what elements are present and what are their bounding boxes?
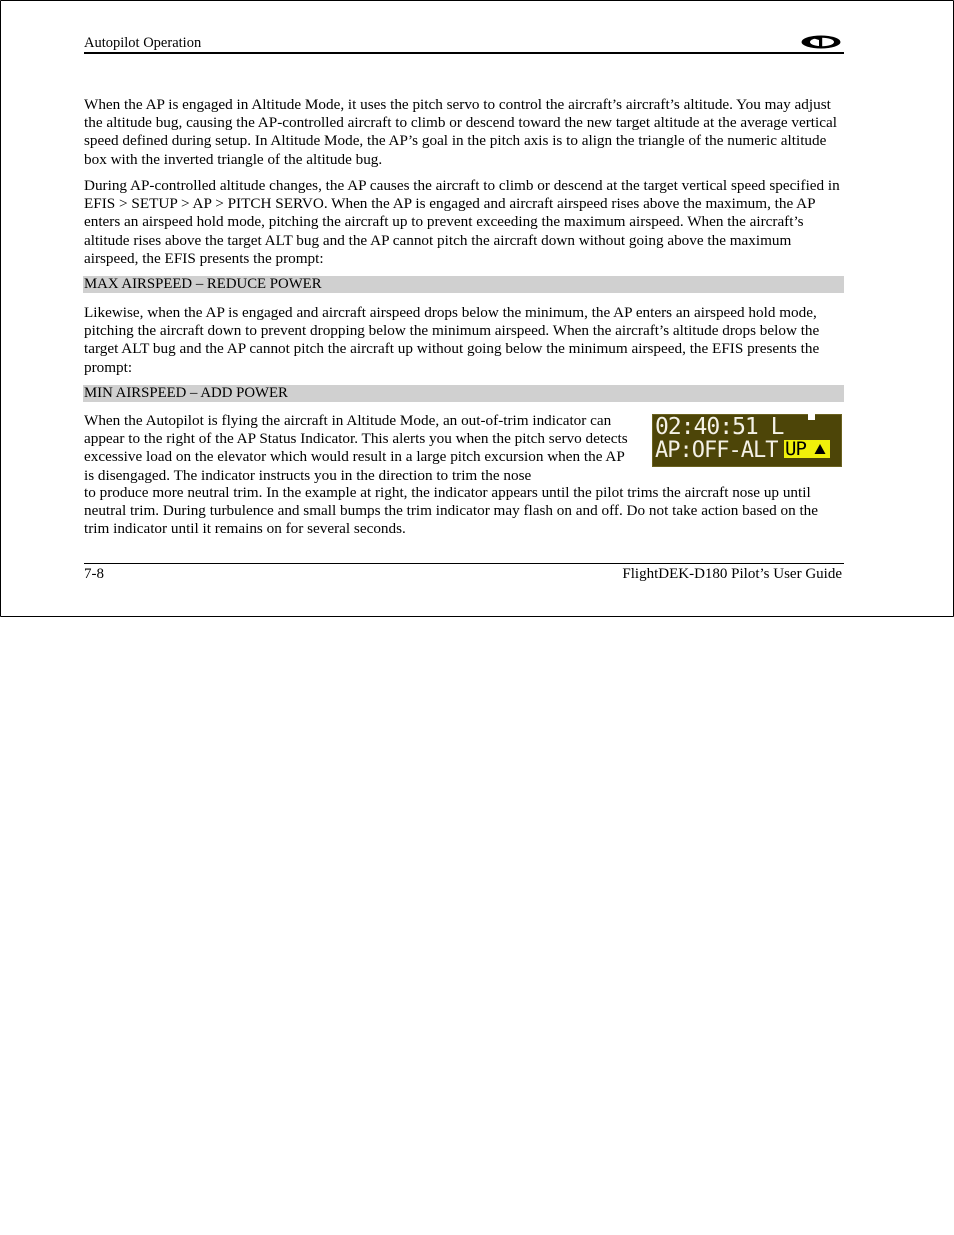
trim-indicator: [784, 440, 830, 458]
paragraph-out-of-trim-wrapped: When the Autopilot is flying the aircraft in Altitude Mode, an out-of-trim indicator can appear to the right of the AP Status Indicator. This alerts you when the pitch servo detects excessive load on the elevator which would result in a large pitch excursion when the AP is disengaged. The indicator instructs you in the direction to trim the nose: [84, 412, 628, 484]
triangle-up-icon: [814, 443, 826, 455]
display-clock: 02:40:51 L: [655, 414, 784, 440]
paragraph-altitude-changes: During AP-controlled altitude changes, the AP causes the aircraft to climb or descend at the target vertical speed specified in EFIS > SETUP > AP > PITCH SERVO. When the AP is engaged and aircraft airspeed rises above the maximum, the AP enters an airspeed hold mode, pitching the aircraft up to prevent exceeding the maximum airspeed. When the aircraft’s altitude rises above the target ALT bug and the AP cannot pitch the aircraft down without going above the maximum airspeed, the EFIS presents the prompt:: [84, 177, 840, 267]
prompt-max-airspeed: MAX AIRSPEED – REDUCE POWER: [83, 276, 844, 293]
paragraph-out-of-trim-continued: to produce more neutral trim. In the example at right, the indicator appears until the pilot trims the aircraft nose up until neutral trim. During turbulence and small bumps the trim indicator may flash on and off. Do not take action based on the trim indicator until it remains on for several seconds.: [84, 484, 819, 538]
header-title: Autopilot Operation: [84, 35, 202, 51]
display-indicator-pip: [808, 413, 815, 420]
dynon-logo-icon: [800, 34, 842, 50]
paragraph-altitude-mode: When the AP is engaged in Altitude Mode, it uses the pitch servo to control the aircraft’s aircraft’s altitude. You may adjust the altitude bug, causing the AP-controlled aircraft to climb or descend toward the new target altitude at the average vertical speed defined during setup. In Altitude Mode, the AP’s goal in the pitch axis is to align the triangle of the numeric altitude box with the inverted triangle of the altitude bug.: [84, 96, 837, 168]
paragraph-min-airspeed: Likewise, when the AP is engaged and aircraft airspeed drops below the minimum, the AP enters an airspeed hold mode, pitching the aircraft down to prevent dropping below the minimum airspeed. When the aircraft’s altitude drops below the target ALT bug and the AP cannot pitch the aircraft up without going below the minimum airspeed, the EFIS presents the prompt:: [84, 304, 820, 376]
footer-rule: [84, 563, 844, 564]
page-number: 7-8: [84, 566, 104, 582]
header-rule: [84, 52, 844, 54]
prompt-min-airspeed: MIN AIRSPEED – ADD POWER: [83, 385, 844, 402]
page-header: [84, 33, 844, 53]
display-ap-status: AP:OFF-ALT: [655, 438, 778, 463]
guide-title: FlightDEK-D180 Pilot’s User Guide: [622, 566, 842, 582]
trim-indicator-label: UP: [785, 440, 806, 458]
